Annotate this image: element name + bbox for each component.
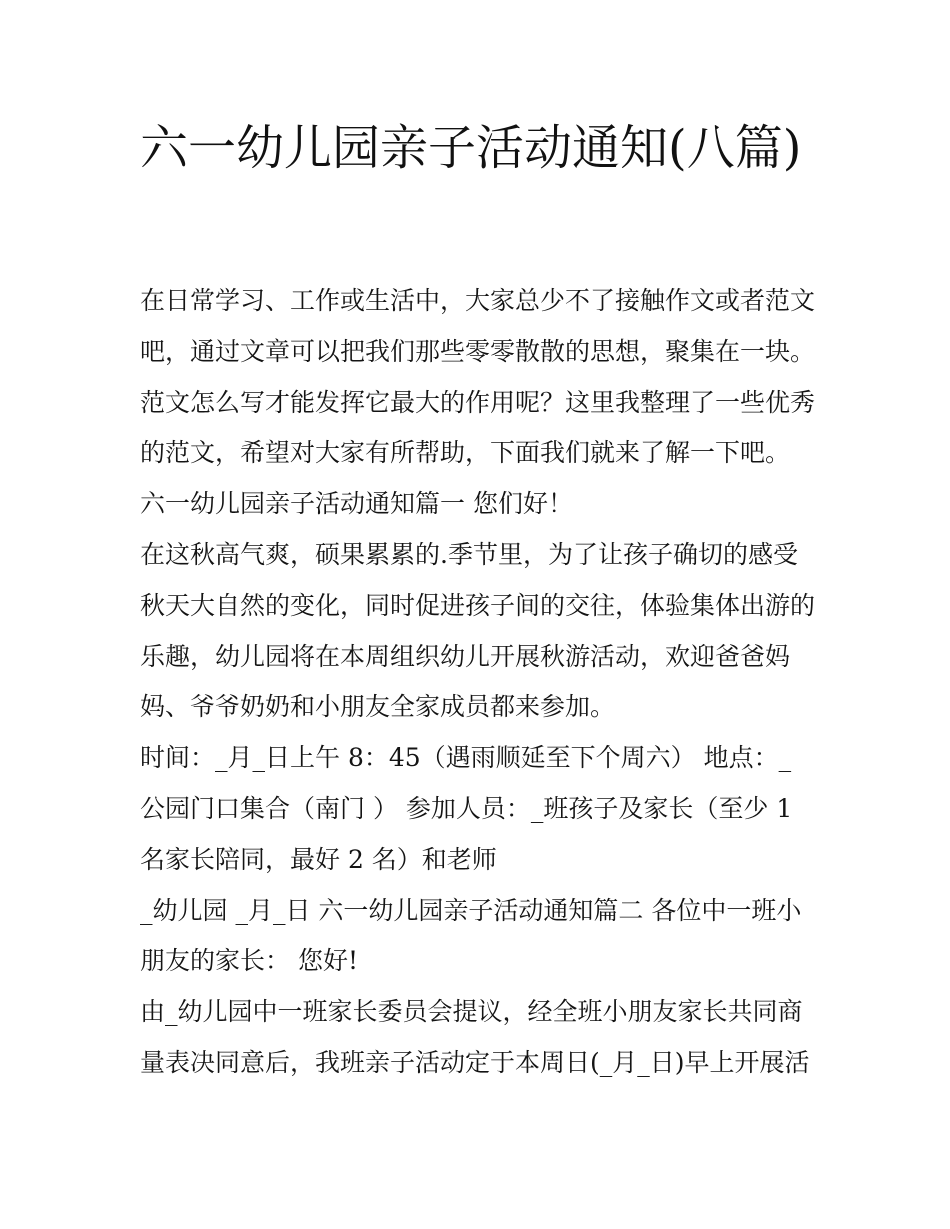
paragraph-autumn-outing: 在这秋高气爽，硕果累累的.季节里，为了让孩子确切的感受秋天大自然的变化，同时促进孩子间的交往，体验集体出游的乐趣，幼儿园将在本周组织幼儿开展秋游活动，欢迎爸爸妈妈、爷爷奶奶和小朋友全家成员都来参加。 — [140, 539, 816, 722]
document-title: 六一幼儿园亲子活动通知(八篇) — [140, 120, 802, 176]
paragraph-time-location: 时间：_月_日上午 8：45（遇雨顺延至下个周六） 地点：_公园门口集合（南门 ） 参加人员：_班孩子及家长（至少 1 名家长陪同，最好 2 名）和老师 — [140, 743, 793, 874]
paragraph-notice-two-heading: _幼儿园 _月_日 六一幼儿园亲子活动通知篇二 各位中一班小朋友的家长： 您好! — [140, 895, 802, 976]
paragraph-notice-one-heading: 六一幼儿园亲子活动通知篇一 您们好！ — [140, 489, 573, 519]
document-body — [140, 276, 816, 1089]
paragraph-parent-committee: 由_幼儿园中一班家长委员会提议，经全班小朋友家长共同商量表决同意后，我班亲子活动定于本周日(_月_日)早上开展活 — [140, 997, 810, 1077]
paragraph-intro: 在日常学习、工作或生活中，大家总少不了接触作文或者范文吧，通过文章可以把我们那些零零散散的思想，聚集在一块。范文怎么写才能发挥它最大的作用呢？这里我整理了一些优秀的范文，希望对大家有所帮助，下面我们就来了解一下吧。 — [140, 286, 816, 468]
